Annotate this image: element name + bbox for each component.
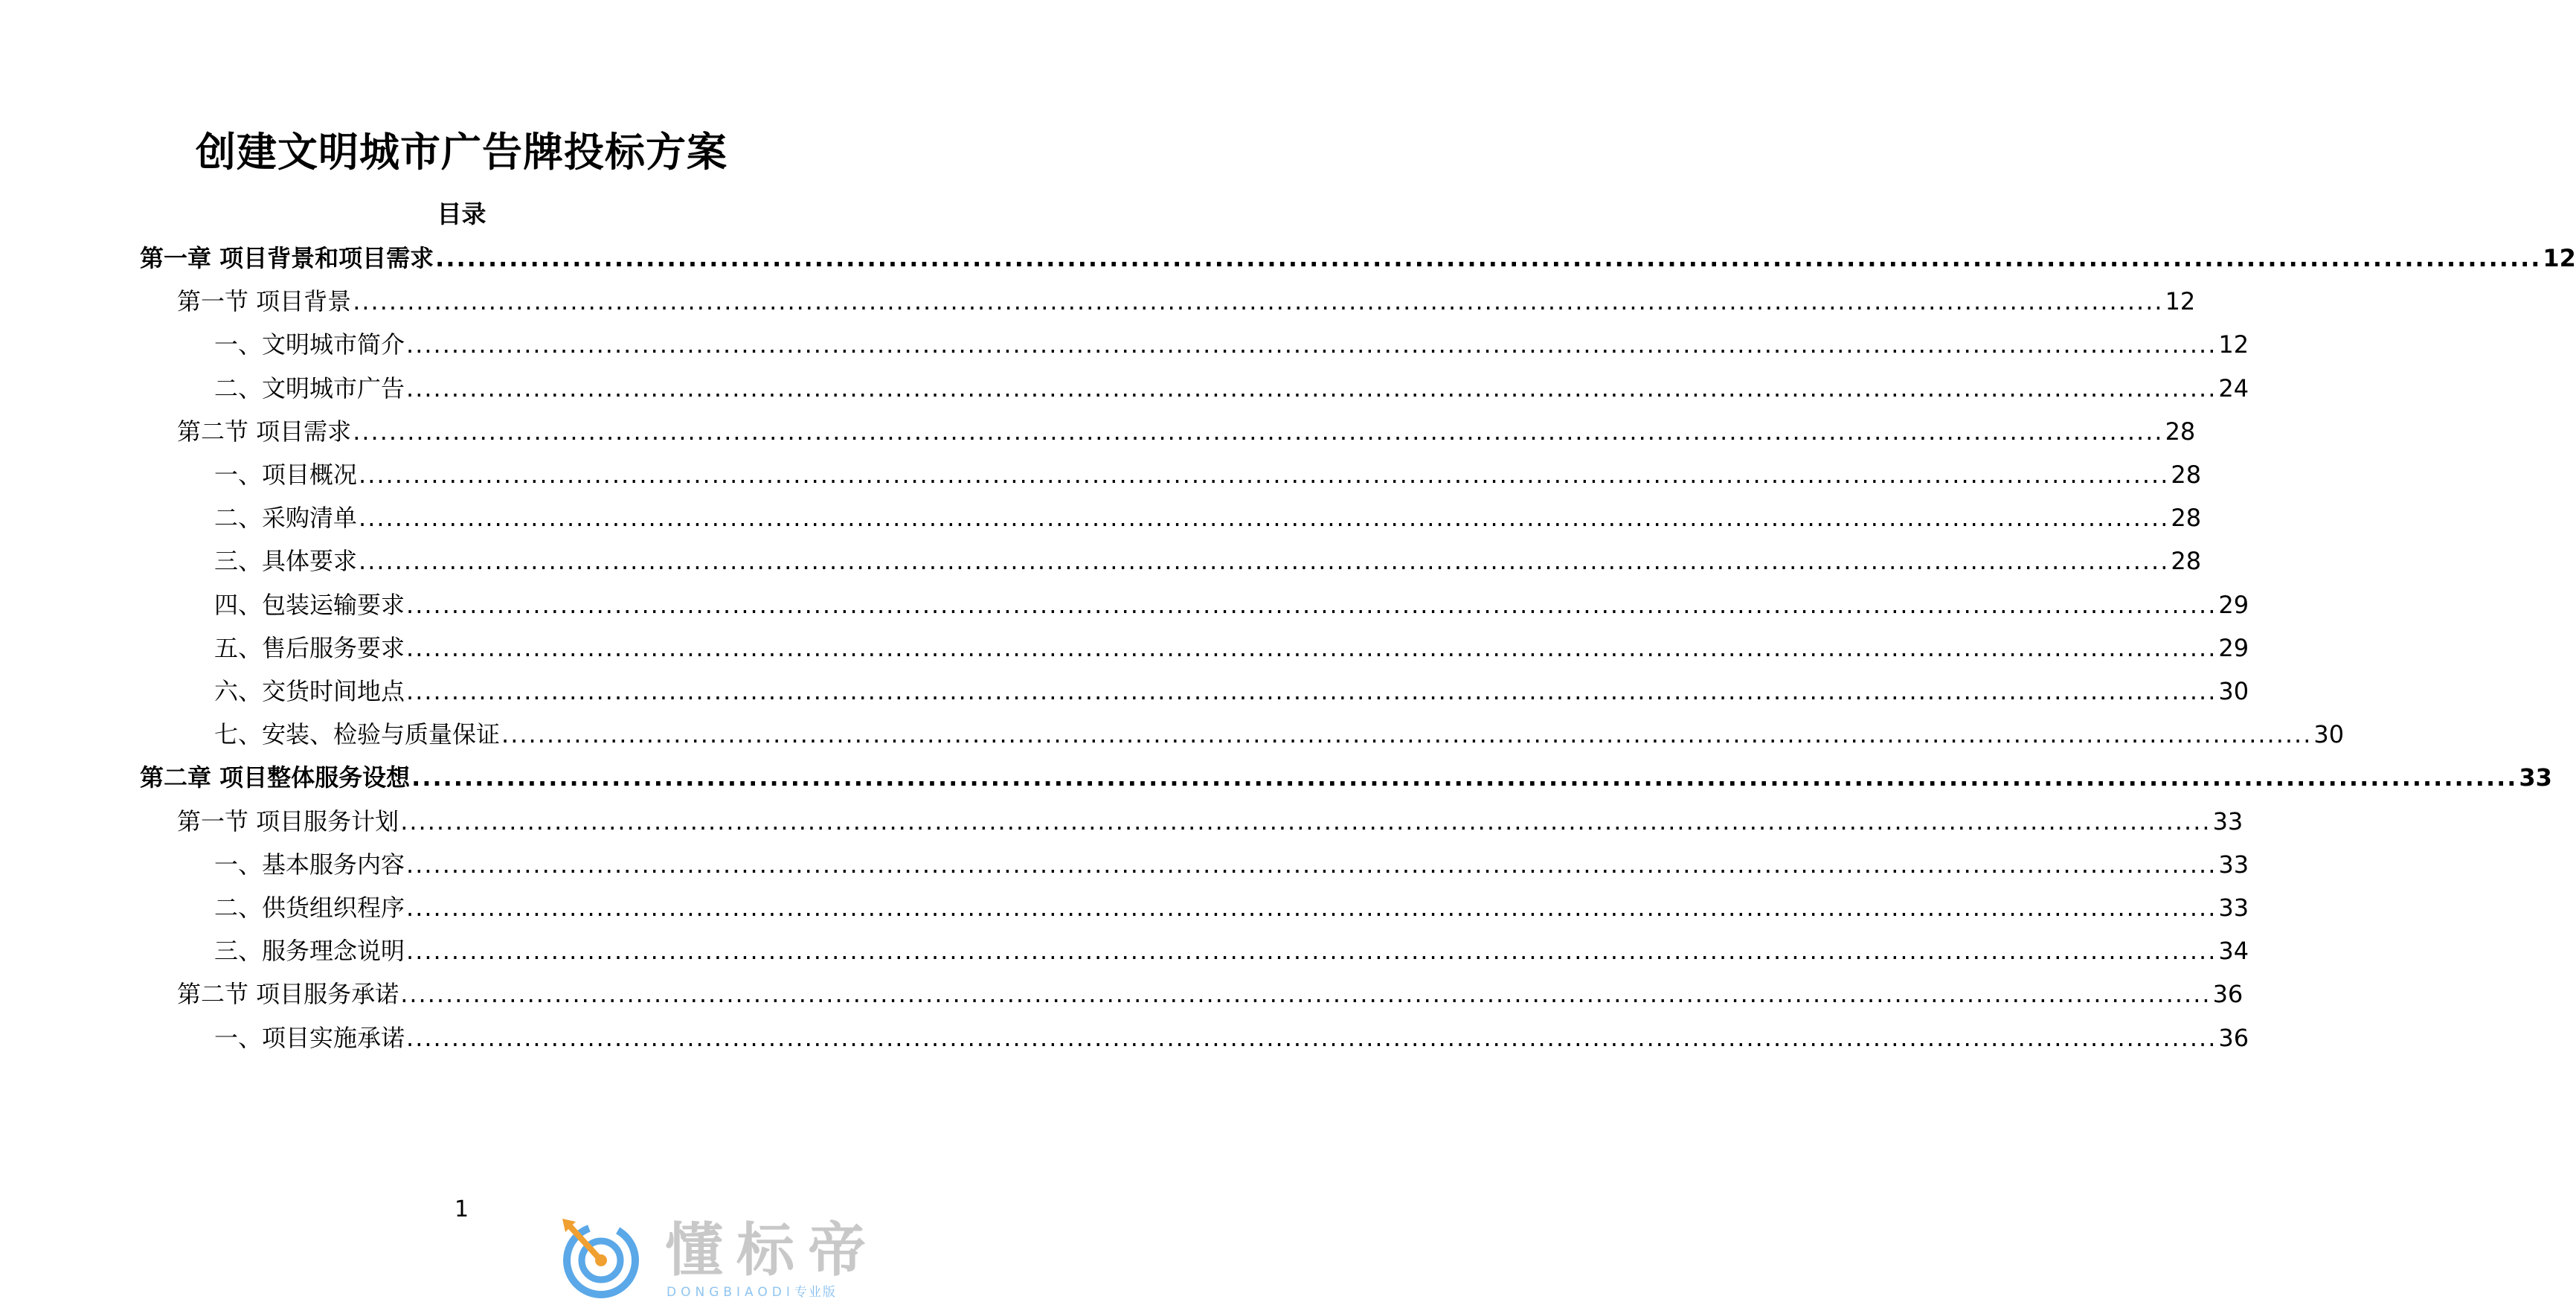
toc-entry-label: 四、包装运输要求 [214, 591, 405, 619]
toc-dot-leader: ........................................................................................................................................................................................................ [406, 1024, 2217, 1052]
watermark-subtitle-text: DONGBIAODI [667, 1285, 794, 1300]
toc-entry-label: 一、文明城市简介 [214, 330, 405, 359]
toc-entry-page: 28 [2171, 547, 2202, 575]
toc-entry-page: 28 [2171, 504, 2202, 532]
toc-entry[interactable] [214, 545, 2202, 577]
toc-dot-leader: ........................................................................................................................................................................................................ [406, 937, 2217, 965]
toc-entry-page: 36 [2218, 1024, 2249, 1052]
toc-entry-label: 七、安装、检验与质量保证 [214, 720, 501, 748]
toc-entry-page: 29 [2218, 591, 2249, 619]
toc-dot-leader: ........................................................................................................................................................................................................ [353, 287, 2164, 315]
toc-entry[interactable] [140, 761, 2552, 794]
toc-entry[interactable] [214, 1022, 2249, 1054]
target-arrow-icon [556, 1213, 643, 1302]
toc-entry-page: 30 [2218, 677, 2249, 705]
toc-dot-leader: ........................................................................................................................................................................................................ [406, 374, 2217, 403]
toc-entry-page: 29 [2218, 634, 2249, 662]
toc-entry-page: 24 [2218, 374, 2249, 403]
toc-entry[interactable] [214, 372, 2249, 405]
toc-entry-label: 一、项目实施承诺 [214, 1024, 405, 1052]
toc-dot-leader: ........................................................................................................................................................................................................ [411, 763, 2518, 792]
toc-entry-label: 第一章 项目背景和项目需求 [140, 244, 434, 272]
toc-entry-label: 第二节 项目服务承诺 [177, 980, 399, 1008]
toc-entry-page: 33 [2212, 807, 2243, 836]
toc-heading: 目录 [437, 199, 486, 228]
toc-dot-leader: ........................................................................................................................................................................................................ [406, 634, 2217, 662]
toc-entry-page: 34 [2218, 937, 2249, 965]
toc-entry-label: 第一节 项目背景 [177, 287, 352, 315]
toc-dot-leader: ........................................................................................................................................................................................................ [435, 244, 2542, 272]
toc-dot-leader: ........................................................................................................................................................................................................ [359, 547, 2170, 575]
toc-entry-page: 33 [2218, 850, 2249, 879]
toc-entry[interactable] [214, 934, 2249, 967]
toc-entry[interactable] [214, 891, 2249, 924]
toc-entry-label: 二、供货组织程序 [214, 894, 405, 922]
toc-entry[interactable] [214, 328, 2249, 361]
toc-entry-label: 五、售后服务要求 [214, 634, 405, 662]
toc-entry[interactable] [214, 632, 2249, 664]
toc-entry[interactable] [177, 285, 2196, 318]
toc-entry-page: 12 [2543, 244, 2576, 272]
toc-dot-leader: ........................................................................................................................................................................................................ [359, 461, 2170, 489]
toc-dot-leader: ........................................................................................................................................................................................................ [501, 720, 2313, 748]
toc-dot-leader: ........................................................................................................................................................................................................ [359, 504, 2170, 532]
toc-entry-label: 三、具体要求 [214, 547, 358, 575]
toc-dot-leader: ........................................................................................................................................................................................................ [353, 417, 2164, 446]
toc-entry-label: 六、交货时间地点 [214, 677, 405, 705]
toc-dot-leader: ........................................................................................................................................................................................................ [406, 330, 2217, 359]
toc-entry[interactable] [214, 718, 2345, 751]
toc-entry-label: 第一节 项目服务计划 [177, 807, 399, 836]
document-title: 创建文明城市广告牌投标方案 [196, 129, 727, 176]
toc-entry[interactable] [140, 242, 2576, 275]
toc-entry-page: 30 [2313, 720, 2345, 748]
watermark-brand: 懂标帝 [665, 1217, 880, 1284]
toc-entry-label: 一、项目概况 [214, 461, 358, 489]
toc-entry[interactable] [214, 675, 2249, 708]
toc-entry-label: 三、服务理念说明 [214, 937, 405, 965]
toc-dot-leader: ........................................................................................................................................................................................................ [406, 894, 2217, 922]
toc-entry[interactable] [214, 589, 2249, 621]
toc-entry-page: 12 [2218, 330, 2249, 359]
toc-entry-page: 36 [2212, 980, 2243, 1008]
watermark-subtitle [667, 1284, 837, 1301]
toc-dot-leader: ........................................................................................................................................................................................................ [400, 807, 2212, 836]
toc-entry-page: 28 [2171, 461, 2202, 489]
toc-entry-label: 二、采购清单 [214, 504, 358, 532]
page-number: 1 [454, 1196, 469, 1222]
toc-dot-leader: ........................................................................................................................................................................................................ [406, 850, 2217, 879]
toc-entry-label: 第二节 项目需求 [177, 417, 352, 446]
toc-entry-page: 33 [2519, 763, 2552, 792]
toc-entry[interactable] [177, 805, 2243, 838]
toc-entry[interactable] [214, 458, 2202, 491]
toc-entry-label: 一、基本服务内容 [214, 850, 405, 879]
toc-entry-page: 33 [2218, 894, 2249, 922]
watermark-edition: 专业版 [794, 1285, 837, 1300]
toc-entry[interactable] [214, 501, 2202, 534]
toc-dot-leader: ........................................................................................................................................................................................................ [406, 591, 2217, 619]
toc-entry-label: 二、文明城市广告 [214, 374, 405, 403]
toc-entry[interactable] [177, 978, 2243, 1010]
toc-dot-leader: ........................................................................................................................................................................................................ [400, 980, 2212, 1008]
toc-dot-leader: ........................................................................................................................................................................................................ [406, 677, 2217, 705]
toc-entry[interactable] [214, 848, 2249, 881]
toc-entry-page: 12 [2165, 287, 2196, 315]
toc-entry-page: 28 [2165, 417, 2196, 446]
toc-entry[interactable] [177, 415, 2196, 448]
toc-entry-label: 第二章 项目整体服务设想 [140, 763, 411, 792]
watermark [556, 1213, 906, 1305]
